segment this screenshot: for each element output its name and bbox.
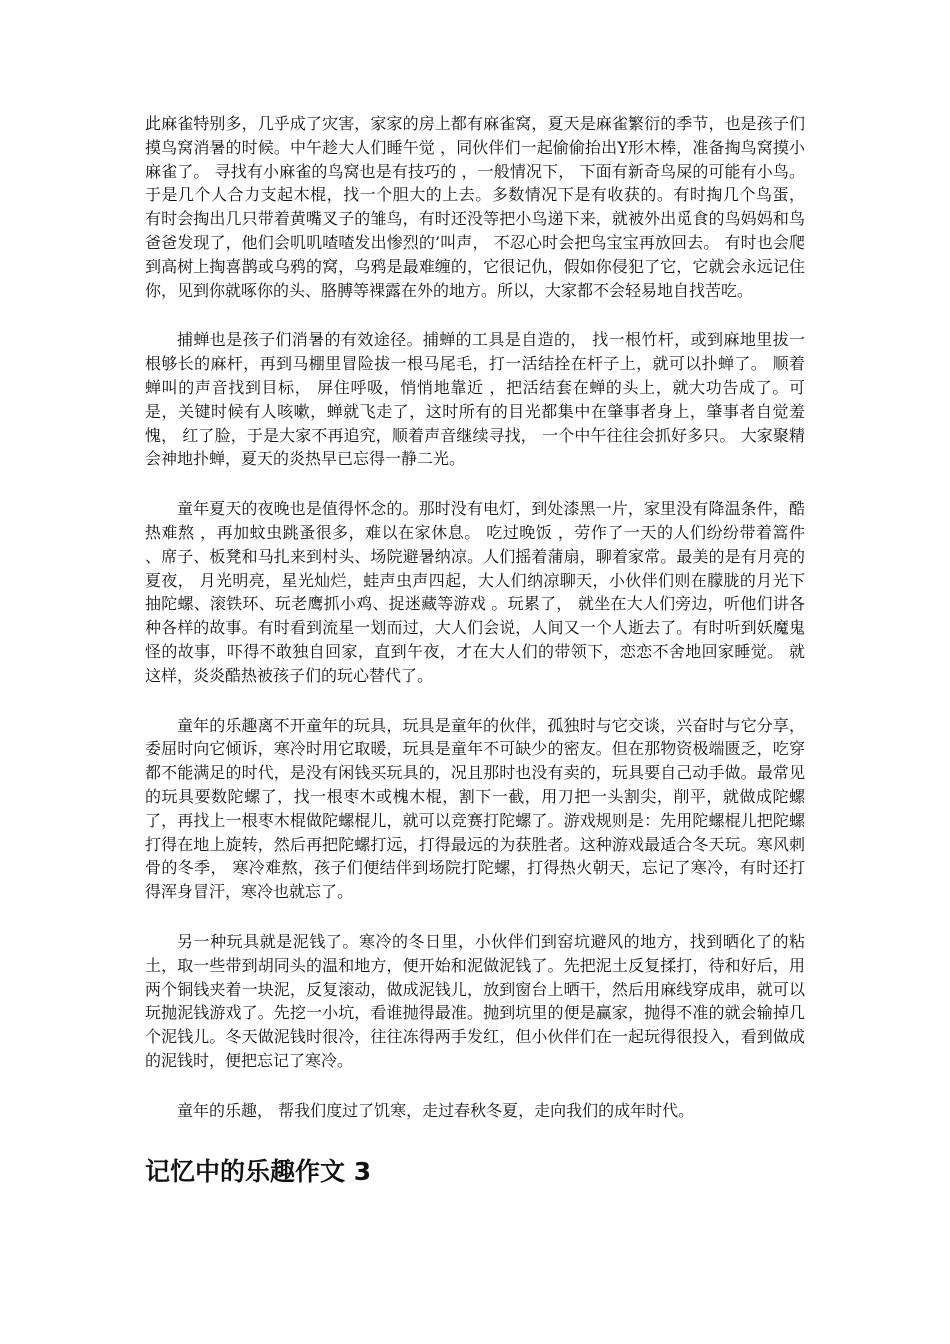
paragraph-clay-coins: 另一种玩具就是泥钱了。寒冷的冬日里，小伙伴们到窑坑避风的地方，找到晒化了的粘土，取一些带到胡同头的温和地方，便开始和泥做泥钱了。先把泥土反复揉打，待和好后，用两个铜钱夹着一块泥，反复滚动，做成泥钱儿，放到窗台上晒干，然后用麻线穿成串，就可以玩抛泥钱游戏了。先挖一小坑，看谁抛得最准。抛到坑里的便是赢家，抛得不准的就会输掉几个泥钱儿。冬天做泥钱时很冷，往往冻得两手发红，但小伙伴们在一起玩得很投入，看到做成的泥钱时，便把忘记了寒冷。 (145, 931, 805, 1070)
section-heading: 记忆中的乐趣作文 3 (145, 1157, 372, 1187)
document-page (145, 112, 805, 1188)
paragraph-spinning-tops: 童年的乐趣离不开童年的玩具，玩具是童年的伙伴，孤独时与它交谈，兴奋时与它分享，委屈时向它倾诉，寒冷时用它取暖，玩具是童年不可缺少的密友。但在那物资极端匮乏，吃穿都不能满足的时代，是没有闲钱买玩具的，况且那时也没有卖的，玩具要自己动手做。最常见的玩具要数陀螺了，找一根枣木或槐木棍，割下一截，用刀把一头割尖，削平，就做成陀螺了，再找上一根枣木棍做陀螺棍儿，就可以竞赛打陀螺了。游戏规则是：先用陀螺棍儿把陀螺打得在地上旋转，然后再把陀螺打远，打得最远的为获胜者。这种游戏最适合冬天玩。寒风刺骨的冬季， 寒冷难熬，孩子们便结伴到场院打陀螺，打得热火朝天，忘记了寒冷，有时还打得浑身冒汗，寒冷也就忘了。 (145, 715, 805, 902)
paragraph-summer-nights: 童年夏天的夜晚也是值得怀念的。那时没有电灯，到处漆黑一片，家里没有降温条件，酷热难熬 ，再加蚊虫跳蚤很多，难以在家休息。 吃过晚饭 ，劳作了一天的人们纷纷带着篙件 、席子、板凳和马扎来到村头、场院避暑纳凉。人们摇着蒲扇，聊着家常。最美的是有月亮的夏夜， 月光明亮，星光灿烂，蛙声虫声四起，大人们纳凉聊天，小伙伴们则在朦胧的月光下抽陀螺、滚铁环、玩老鹰抓小鸡、捉迷藏等游戏 。玩累了， 就坐在大人们旁边，听他们讲各种各样的故事。有时看到流星一划而过，大人们会说，人间又一个人逝去了。有时听到妖魔鬼怪的故事，吓得不敢独自回家，直到午夜，才在大人们的带领下，恋恋不舍地回家睡觉。 就这样，炎炎酷热被孩子们的玩心替代了。 (145, 499, 805, 685)
paragraph-sparrow-nests: 此麻雀特别多，几乎成了灾害，家家的房上都有麻雀窝，夏天是麻雀繁衍的季节，也是孩子们摸鸟窝消暑的时候。中午趁大人们睡午觉 ，同伙伴们一起偷偷抬出Y形木棒，准备掏鸟窝摸小麻雀了。 寻找有小麻雀的鸟窝也是有技巧的 ，一般情况下， 下面有新奇鸟屎的可能有小鸟。于是几个人合力支起木棍，找一个胆大的上去。多数情况下是有收获的。有时掏几个鸟蛋， 有时会掏出几只带着黄嘴叉子的雏鸟，有时还没等把小鸟递下来，就被外出觅食的鸟妈妈和鸟爸爸发现了，他们会叽叽喳喳发出惨烈的’叫声， 不忍心时会把鸟宝宝再放回去。 有时也会爬到高树上掏喜鹊或乌鸦的窝，乌鸦是最难缠的，它很记仇，假如你侵犯了它，它就会永远记住你，见到你就啄你的头、胳膊等裸露在外的地方。所以，大家都不会轻易地自找苦吃。 (145, 114, 805, 300)
paragraph-catching-cicadas: 捕蝉也是孩子们消暑的有效途径。捕蝉的工具是自造的， 找一根竹杆，或到麻地里拔一根够长的麻杆，再到马棚里冒险拔一根马尾毛，打一活结拴在杆子上，就可以扑蝉了。 顺着蝉叫的声音找到目标， 屏住呼吸，悄悄地靠近 ，把活结套在蝉的头上，就大功告成了。可是，关键时候有人咳嗽，蝉就飞走了，这时所有的目光都集中在肇事者身上，肇事者自觉羞愧， 红了脸，于是大家不再追究，顺着声音继续寻找， 一个中午往往会抓好多只。 大家聚精会神地扑蝉，夏天的炎热早已忘得一静二光。 (145, 330, 805, 469)
paragraph-conclusion: 童年的乐趣， 帮我们度过了饥寒，走过春秋冬夏，走向我们的成年时代。 (177, 1100, 695, 1120)
